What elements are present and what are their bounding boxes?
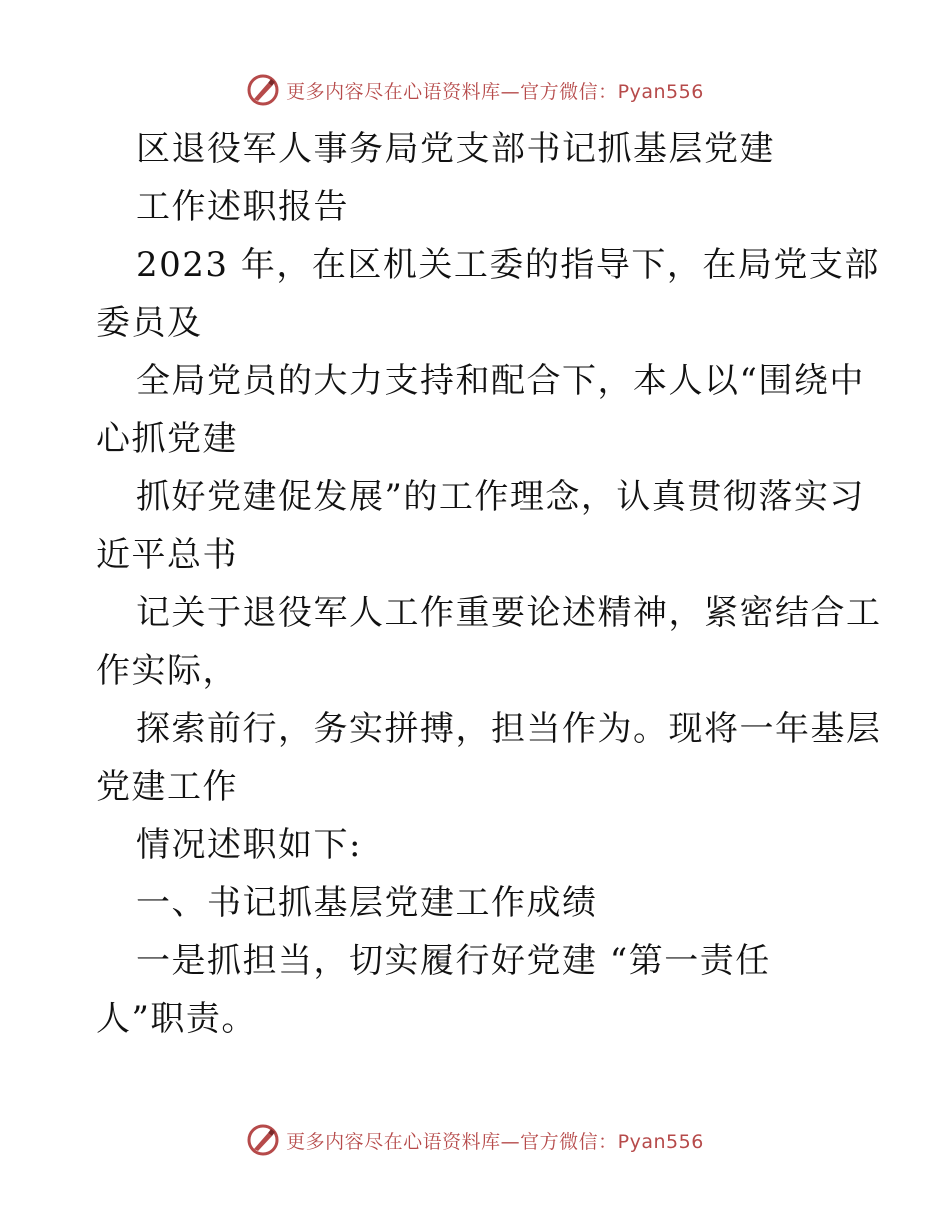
doc-line: 一、书记抓基层党建工作成绩 [136,883,598,923]
doc-line: 党建工作 [96,767,238,807]
doc-line: 2023 年，在区机关工委的指导下，在局党支部 [136,245,880,285]
header-watermark-text: 更多内容尽在心语资料库—官方微信：Pyan556 [286,80,704,103]
doc-line: 记关于退役军人工作重要论述精神，紧密结合工 [136,593,882,633]
doc-line: 作实际， [96,651,238,691]
pen-logo-icon [246,73,280,107]
doc-line: 情况述职如下: [136,825,362,865]
footer-watermark-banner [0,1120,950,1160]
doc-line: 委员及 [96,303,203,343]
document-body [96,120,882,1048]
footer-watermark-text: 更多内容尽在心语资料库—官方微信：Pyan556 [286,1130,704,1153]
doc-line: 全局党员的大力支持和配合下，本人以“围绕中 [136,361,865,401]
doc-line: 近平总书 [96,535,238,575]
doc-line: 人”职责。 [96,999,257,1039]
doc-line: 区退役军人事务局党支部书记抓基层党建 [136,129,775,169]
pen-logo-icon [246,1123,280,1157]
header-watermark-banner [0,70,950,110]
doc-line: 心抓党建 [96,419,238,459]
doc-line: 探索前行，务实拼搏，担当作为。现将一年基层 [136,709,882,749]
doc-line: 抓好党建促发展”的工作理念，认真贯彻落实习 [136,477,865,517]
doc-line: 一是抓担当，切实履行好党建 “第一责任 [136,941,771,981]
doc-line: 工作述职报告 [136,187,349,227]
